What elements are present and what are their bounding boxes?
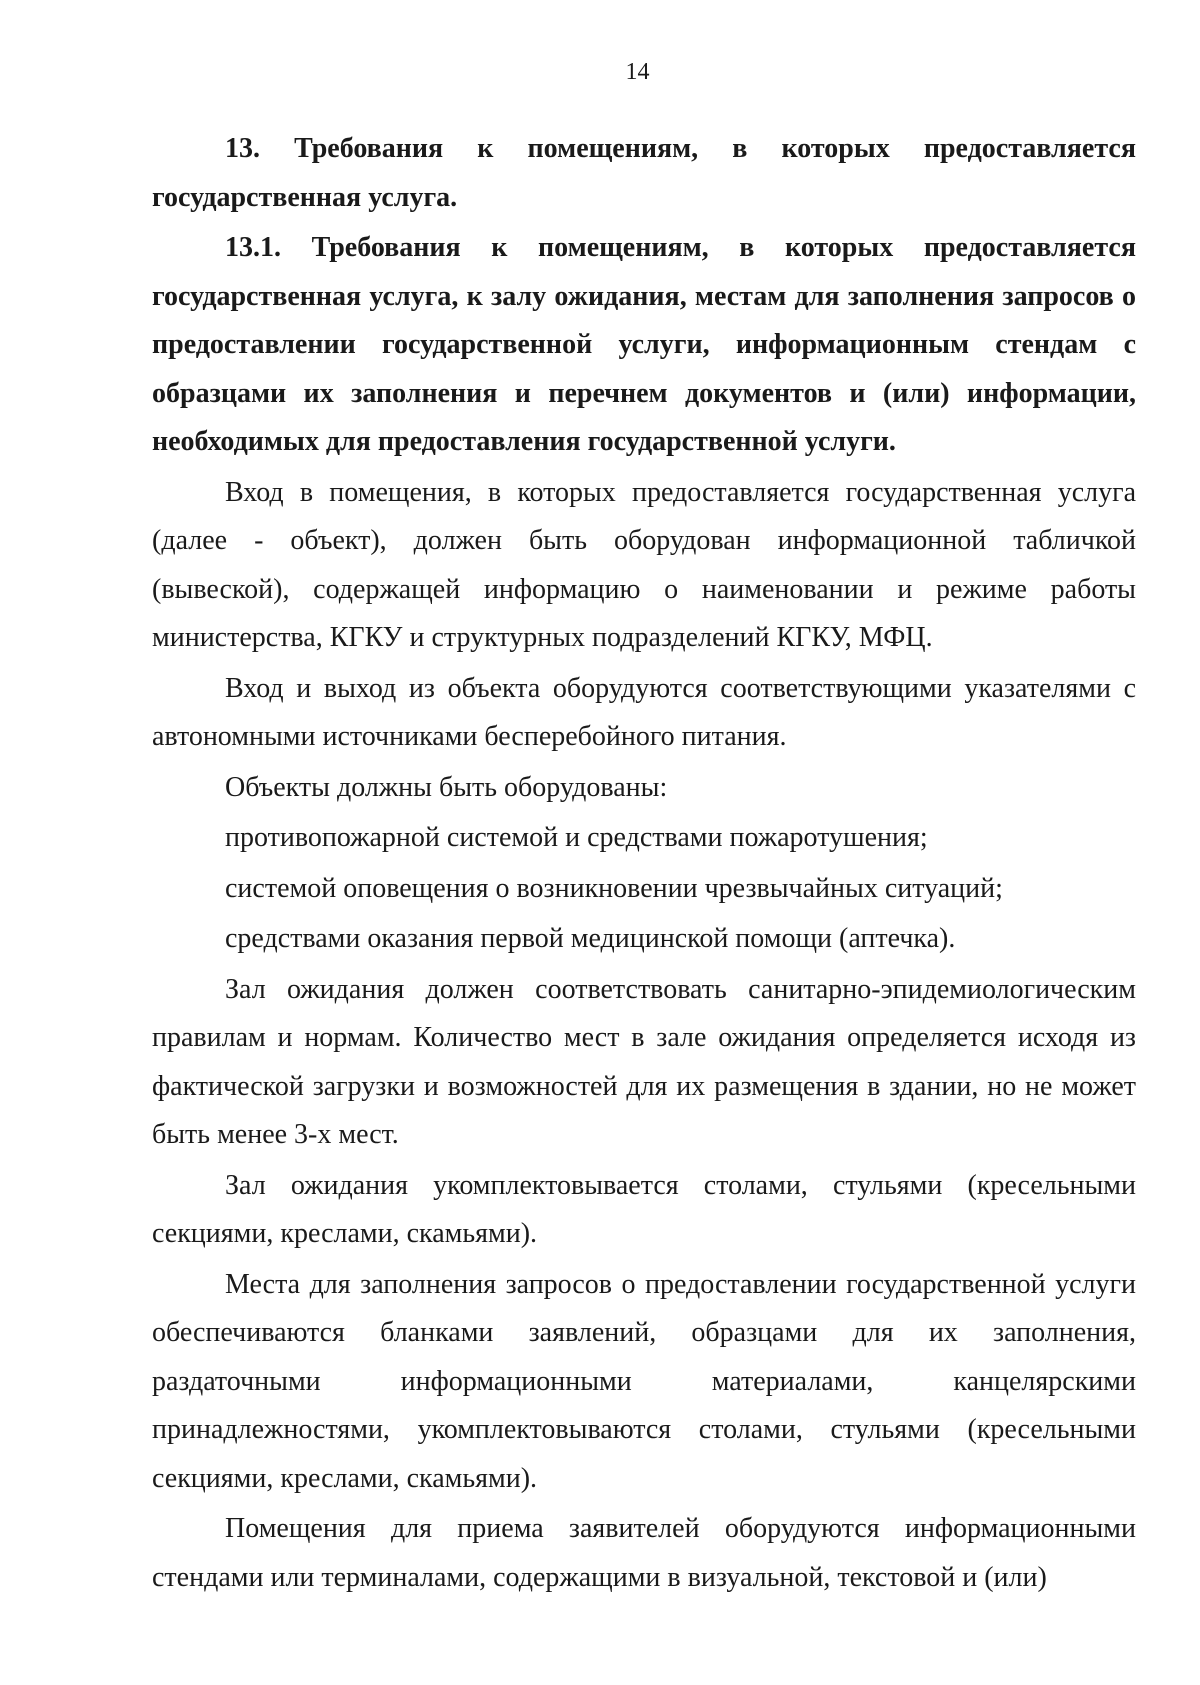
paragraph-request-places: Места для заполнения запросов о предоставлении государственной услуги обеспечиваются бланками заявлений, образцами для их заполнения, раздаточными информационными материалами, канцелярскими принадлежностями, укомплектовываются столами, стульями (кресельными секциями, креслами, скамьями). <box>152 1268 1136 1494</box>
list-item-fire-system: противопожарной системой и средствами пожаротушения; <box>225 822 928 853</box>
paragraph-objects-equipped: Объекты должны быть оборудованы: <box>225 771 668 803</box>
paragraph-entry-exit: Вход и выход из объекта оборудуются соответствующими указателями с автономными источниками бесперебойного питания. <box>152 672 1136 752</box>
section-13-heading: 13. Требования к помещениям, в которых предоставляется государственная услуга. <box>152 133 1136 213</box>
paragraph-reception-premises: Помещения для приема заявителей оборудуются информационными стендами или терминалами, содержащими в визуальной, текстовой и (или) <box>152 1513 1136 1593</box>
document-body <box>152 125 1136 1602</box>
paragraph-waiting-hall-norms: Зал ожидания должен соответствовать санитарно-эпидемиологическим правилам и нормам. Количество мест в зале ожидания определяется исходя из фактической загрузки и возможностей для их размещения в здании, но не может быть менее 3-х мест. <box>152 973 1136 1150</box>
list-item-first-aid: средствами оказания первой медицинской помощи (аптечка). <box>225 923 956 954</box>
paragraph-entry-sign: Вход в помещения, в которых предоставляется государственная услуга (далее - объект), должен быть оборудован информационной табличкой (вывеской), содержащей информацию о наименовании и режиме работы министерства, КГКУ и структурных подразделений КГКУ, МФЦ. <box>152 476 1136 653</box>
page-number: 14 <box>625 59 650 85</box>
list-item-alert-system: системой оповещения о возникновении чрезвычайных ситуаций; <box>225 872 1003 904</box>
paragraph-waiting-hall-furniture: Зал ожидания укомплектовывается столами, стульями (кресельными секциями, креслами, скамьями). <box>152 1169 1136 1249</box>
section-13-1-heading: 13.1. Требования к помещениям, в которых предоставляется государственная услуга, к залу ожидания, местам для заполнения запросов о предоставлении государственной услуги, информационным стендам с образцами их заполнения и перечнем документов и (или) информации, необходимых для предоставления государственной услуги. <box>152 232 1136 457</box>
